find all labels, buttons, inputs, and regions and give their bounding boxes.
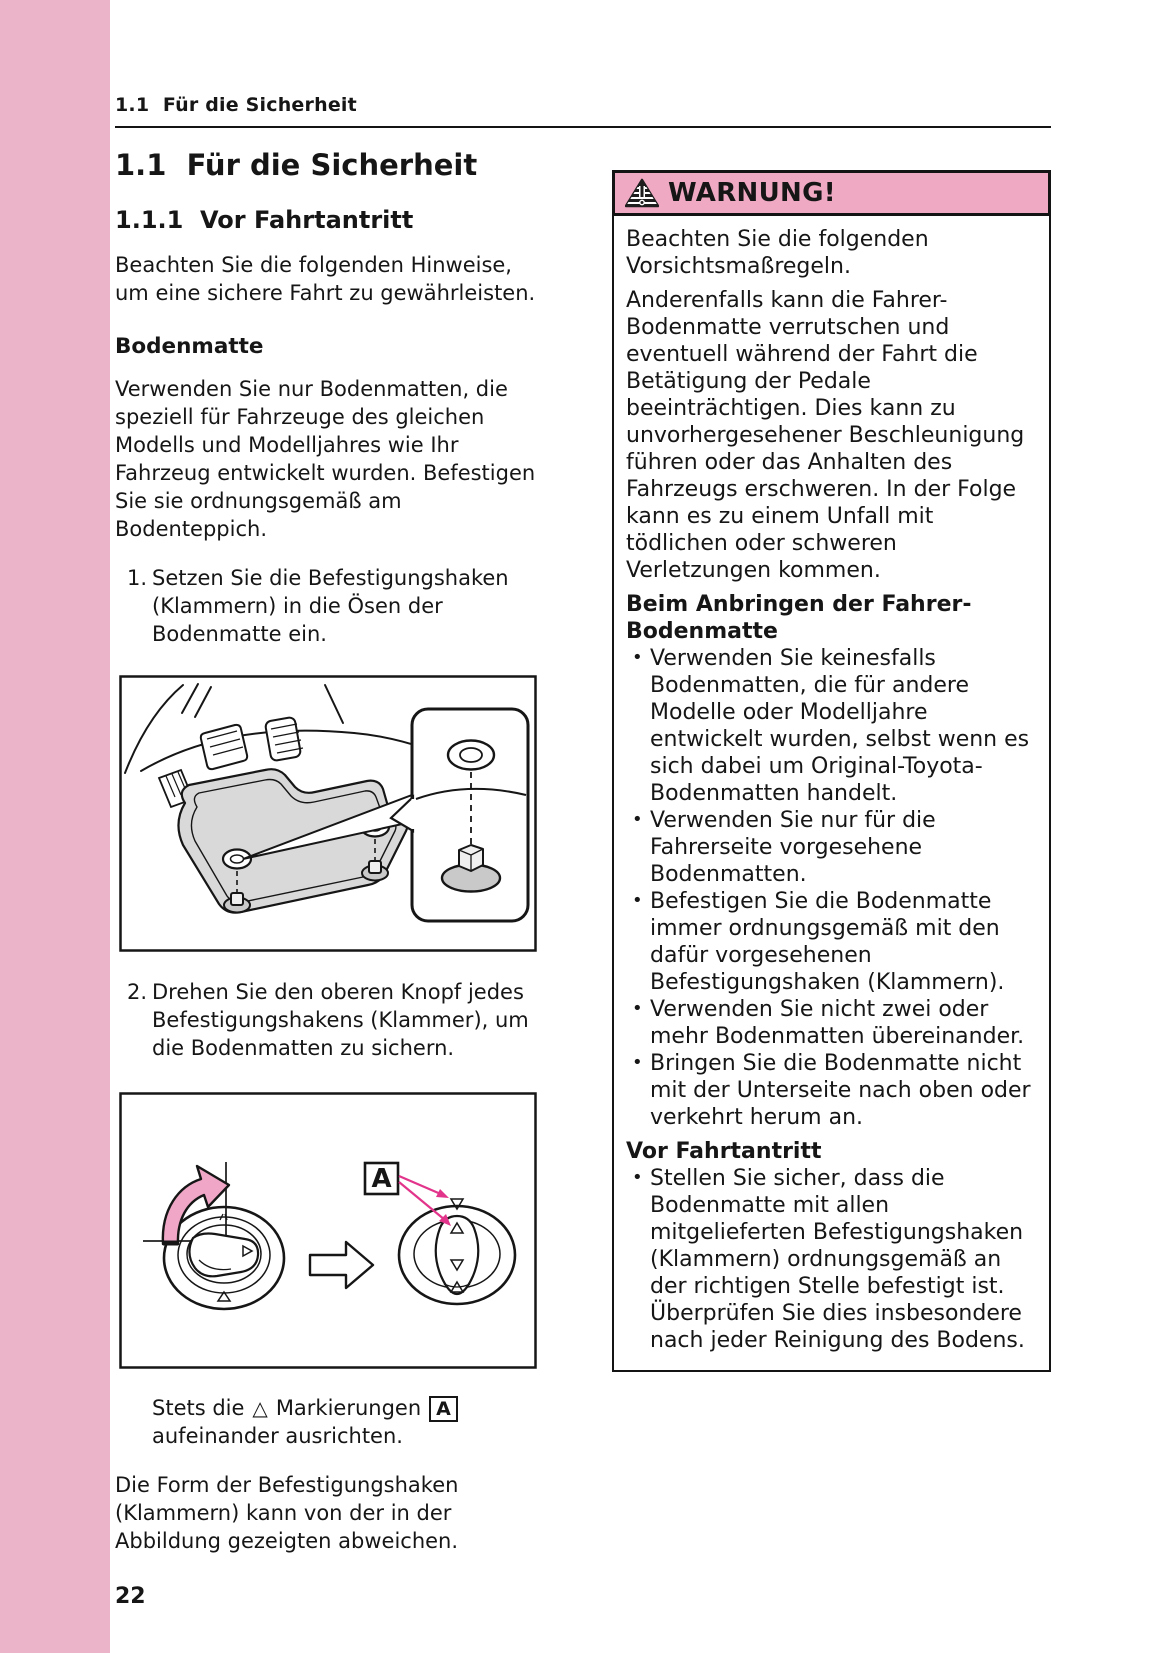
page-number: 22	[115, 1584, 146, 1609]
warning-bullet: • Befestigen Sie die Bodenmatte immer ordnungsgemäß mit den dafür vorgesehenen Befestigungshaken (Klammern).	[632, 888, 1005, 995]
warning-triangle-icon	[625, 178, 659, 208]
section-title: 1.1 Für die Sicherheit	[115, 147, 478, 182]
warning-bullet: • Bringen Sie die Bodenmatte nicht mit der Unterseite nach oben oder verkehrt herum an.	[632, 1050, 1031, 1130]
accelerator-pedal	[201, 724, 247, 768]
warning-bullet: • Verwenden Sie nur für die Fahrerseite vorgesehene Bodenmatten.	[632, 807, 936, 887]
triangle-mark-glyph: △	[252, 1395, 268, 1420]
callout-detail-box	[391, 709, 528, 921]
bullet-dot: •	[632, 1166, 643, 1188]
step-2-text: Drehen Sie den oberen Knopf jedes Befestigungshakens (Klammer), um die Bodenmatten zu sichern.	[152, 979, 529, 1060]
label-a-inline-box: A	[429, 1396, 458, 1422]
warning-header	[612, 170, 1051, 216]
warning-body	[614, 216, 1049, 1370]
bullet-dot: •	[632, 997, 643, 1019]
bullet-dot: •	[632, 1051, 643, 1073]
bullet-dot: •	[632, 808, 643, 830]
note-mid: Markierungen	[275, 1395, 422, 1420]
warning-bullet: • Stellen Sie sicher, dass die Bodenmatte mit allen mitgelieferten Befestigungshaken (Klammern) ordnungsgemäß an der richtigen Stelle befestigt ist. Überprüfen Sie dies insbesondere nach jeder Reinigung des Bodens.	[632, 1165, 1025, 1353]
bullet-dot: •	[632, 646, 643, 668]
note-post: aufeinander ausrichten.	[152, 1423, 403, 1448]
step-1-text: Setzen Sie die Befestigungshaken (Klammern) in die Ösen der Bodenmatte ein.	[152, 565, 509, 646]
warning-box	[612, 170, 1051, 1372]
bullet-dot: •	[632, 889, 643, 911]
warning-title: WARNUNG!	[668, 177, 836, 208]
floor-mat-paragraph: Verwenden Sie nur Bodenmatten, die speziell für Fahrzeuge des gleichen Modells und Modelljahres wie Ihr Fahrzeug entwickelt wurden. Befestigen Sie sie ordnungsgemäß am Bodenteppich.	[115, 376, 536, 541]
running-header: 1.1 Für die Sicherheit	[115, 94, 357, 116]
page-edge-color-strip	[0, 0, 110, 1653]
step-1-number: 1.	[127, 565, 148, 590]
note-pre: Stets die	[152, 1395, 245, 1420]
figure-knob-rotation	[119, 1092, 537, 1369]
label-a-callout	[365, 1163, 398, 1194]
warning-paragraph-1: Beachten Sie die folgenden Vorsichtsmaßregeln.	[626, 226, 929, 279]
step-2-number: 2.	[127, 979, 148, 1004]
page-content	[115, 94, 1051, 1576]
alignment-note	[115, 1394, 537, 1450]
hook-shape-disclaimer: Die Form der Befestigungshaken (Klammern) kann von der in der Abbildung gezeigten abweichen.	[115, 1472, 459, 1553]
intro-paragraph: Beachten Sie die folgenden Hinweise, um eine sichere Fahrt zu gewährleisten.	[115, 252, 536, 305]
left-column	[115, 128, 537, 1576]
subsection-title: 1.1.1 Vor Fahrtantritt	[115, 206, 414, 235]
warning-paragraph-2: Anderenfalls kann die Fahrer-Bodenmatte verrutschen und eventuell während der Fahrt die Betätigung der Pedale beeinträchtigen. Dies kann zu unvorhergesehener Beschleunigung führen oder das Anhalten des Fahrzeugs erschweren. In der Folge kann es zu einem Unfall mit tödlichen oder schweren Verletzungen kommen.	[626, 287, 1025, 583]
warning-bullet: • Verwenden Sie keinesfalls Bodenmatten, die für andere Modelle oder Modelljahre entwickelt wurden, selbst wenn es sich dabei um Original-Toyota-Bodenmatten handelt.	[632, 645, 1030, 806]
label-a-text: A	[371, 1163, 392, 1194]
right-column	[612, 170, 1051, 1372]
floor-mat-subhead: Bodenmatte	[115, 333, 264, 359]
figure-floor-mat-hooks	[119, 675, 537, 952]
warning-subhead-before-driving: Vor Fahrtantritt	[626, 1138, 822, 1164]
step-1	[115, 564, 537, 648]
warning-bullet: • Verwenden Sie nicht zwei oder mehr Bodenmatten übereinander.	[632, 996, 1025, 1049]
step-2	[115, 978, 537, 1062]
warning-subhead-attaching: Beim Anbringen der Fahrer-Bodenmatte	[626, 591, 972, 644]
